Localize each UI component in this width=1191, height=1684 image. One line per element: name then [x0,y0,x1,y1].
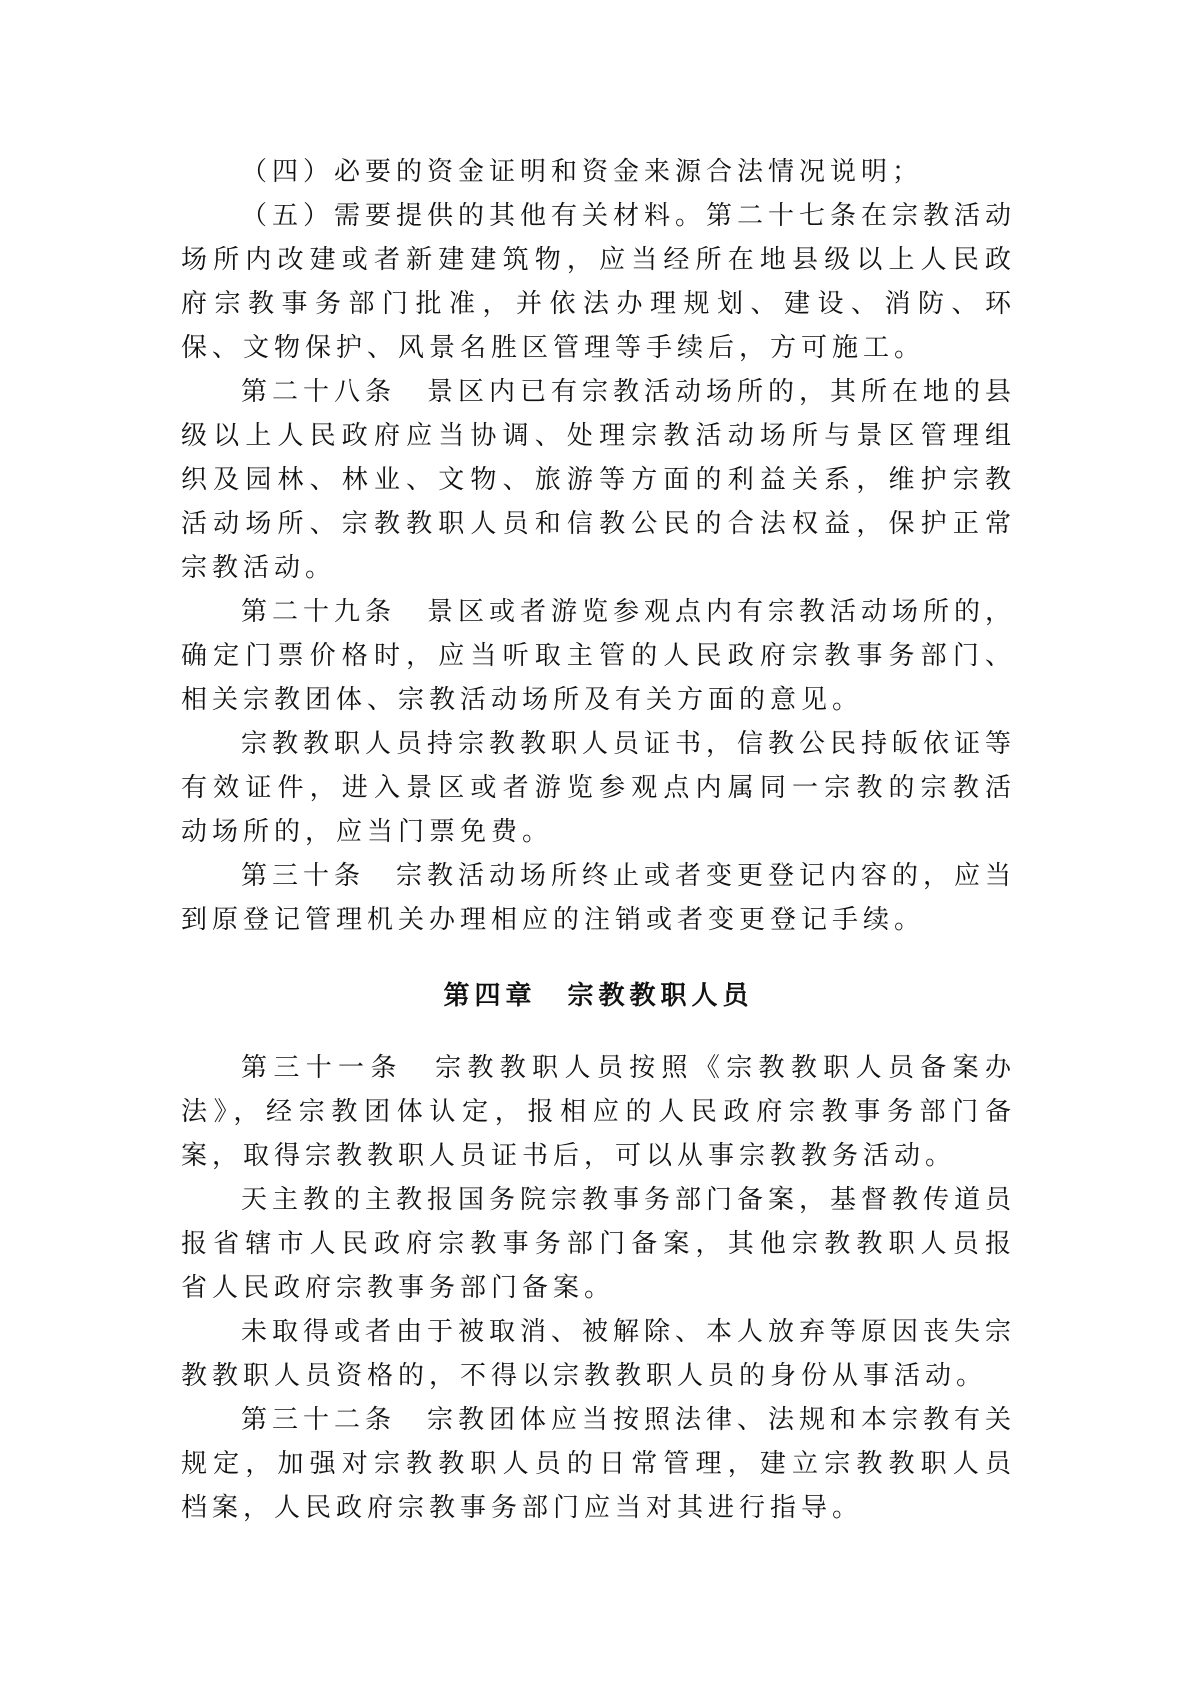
paragraph-item-5-article-27: （五）需要提供的其他有关材料。第二十七条在宗教活动场所内改建或者新建建筑物，应当经所在地县级以上人民政府宗教事务部门批准，并依法办理规划、建设、消防、环保、文物保护、风景名胜区管理等手续后，方可施工。 [181,201,1017,363]
paragraph-article-31-filing: 天主教的主教报国务院宗教事务部门备案，基督教传道员报省辖市人民政府宗教事务部门备案，其他宗教教职人员报省人民政府宗教事务部门备案。 [181,1185,1017,1303]
chapter-title: 第四章 宗教教职人员 [443,981,754,1011]
paragraph-article-29: 第二十九条 景区或者游览参观点内有宗教活动场所的，确定门票价格时，应当听取主管的人民政府宗教事务部门、相关宗教团体、宗教活动场所及有关方面的意见。 [181,597,1017,715]
paragraph-article-29-ticket: 宗教教职人员持宗教教职人员证书，信教公民持皈依证等有效证件，进入景区或者游览参观点内属同一宗教的宗教活动场所的，应当门票免费。 [181,729,1017,847]
paragraph-article-28: 第二十八条 景区内已有宗教活动场所的，其所在地的县级以上人民政府应当协调、处理宗教活动场所与景区管理组织及园林、林业、文物、旅游等方面的利益关系，维护宗教活动场所、宗教教职人员和信教公民的合法权益，保护正常宗教活动。 [181,377,1017,583]
paragraph-article-32: 第三十二条 宗教团体应当按照法律、法规和本宗教有关规定，加强对宗教教职人员的日常管理，建立宗教教职人员档案，人民政府宗教事务部门应当对其进行指导。 [181,1405,1017,1523]
paragraph-article-31: 第三十一条 宗教教职人员按照《宗教教职人员备案办法》，经宗教团体认定，报相应的人民政府宗教事务部门备案，取得宗教教职人员证书后，可以从事宗教教务活动。 [181,1053,1016,1171]
paragraph-item-4: （四）必要的资金证明和资金来源合法情况说明； [241,157,924,187]
document-page [181,150,1016,1530]
paragraph-article-31-disqualified: 未取得或者由于被取消、被解除、本人放弃等原因丧失宗教教职人员资格的，不得以宗教教职人员的身份从事活动。 [181,1317,1017,1391]
paragraph-article-30: 第三十条 宗教活动场所终止或者变更登记内容的，应当到原登记管理机关办理相应的注销或者变更登记手续。 [181,861,1017,935]
